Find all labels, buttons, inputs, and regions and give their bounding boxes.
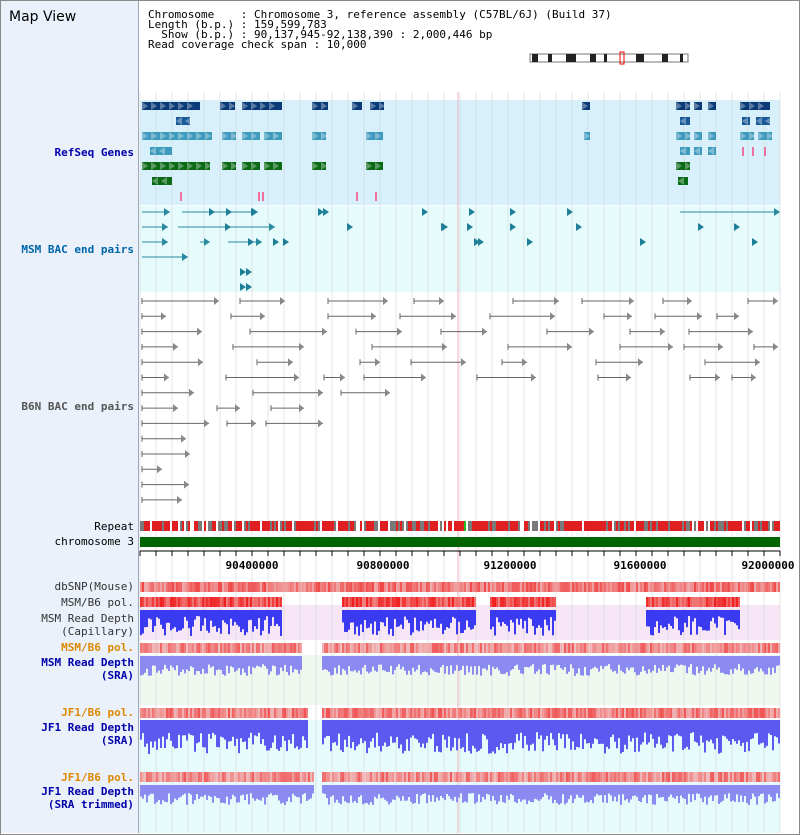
page-title: Map View <box>9 9 77 25</box>
scale-tick-label: 90800000 <box>356 559 410 572</box>
scale-tick-label: 90400000 <box>225 559 279 572</box>
track-label-repeat[interactable]: Repeat <box>94 520 134 533</box>
track-label-msm-bac[interactable]: MSM BAC end pairs <box>21 243 134 256</box>
track-label-jf1-b6-pol-2[interactable]: JF1/B6 pol. <box>61 771 134 784</box>
scale-tick-label: 91200000 <box>483 559 537 572</box>
track-label-b6n-bac[interactable]: B6N BAC end pairs <box>21 400 134 413</box>
track-label-jf1-depth-trimmed[interactable]: JF1 Read Depth <box>41 785 134 798</box>
track-label-chromosome[interactable]: chromosome 3 <box>54 535 134 548</box>
track-label-jf1-depth-sra[interactable]: JF1 Read Depth <box>41 721 134 734</box>
info-line-coverage-span: Read coverage check span : 10,000 <box>148 38 367 51</box>
track-label-msm-b6-pol-1[interactable]: MSM/B6 pol. <box>61 596 134 609</box>
track-label-jf1-depth-sra-sub: (SRA) <box>100 734 134 747</box>
track-label-dbsnp[interactable]: dbSNP(Mouse) <box>54 580 134 593</box>
info-line-length: Length (b.p.) : 159,599,783 <box>148 18 327 31</box>
track-label-jf1-depth-trimmed-sub: (SRA trimmed) <box>47 798 134 811</box>
track-label-msm-depth-capillary-sub: (Capillary) <box>61 625 134 638</box>
scale-tick-label: 91600000 <box>613 559 667 572</box>
info-line-show: Show (b.p.) : 90,137,945-92,138,390 : 2,000,446 bp <box>148 28 493 41</box>
info-line-chromosome: Chromosome : Chromosome 3, reference assembly (C57BL/6J) (Build 37) <box>148 8 612 21</box>
scale-tick-label: 92000000 <box>741 559 795 572</box>
track-label-msm-b6-pol-2[interactable]: MSM/B6 pol. <box>61 641 134 654</box>
track-label-refseq-genes[interactable]: RefSeq Genes <box>54 146 134 159</box>
track-label-msm-depth-sra-sub: (SRA) <box>100 669 134 682</box>
track-label-jf1-b6-pol-1[interactable]: JF1/B6 pol. <box>61 706 134 719</box>
chromosome-info <box>148 10 612 50</box>
track-label-msm-depth-capillary[interactable]: MSM Read Depth <box>41 612 134 625</box>
track-label-msm-depth-sra[interactable]: MSM Read Depth <box>41 656 134 669</box>
